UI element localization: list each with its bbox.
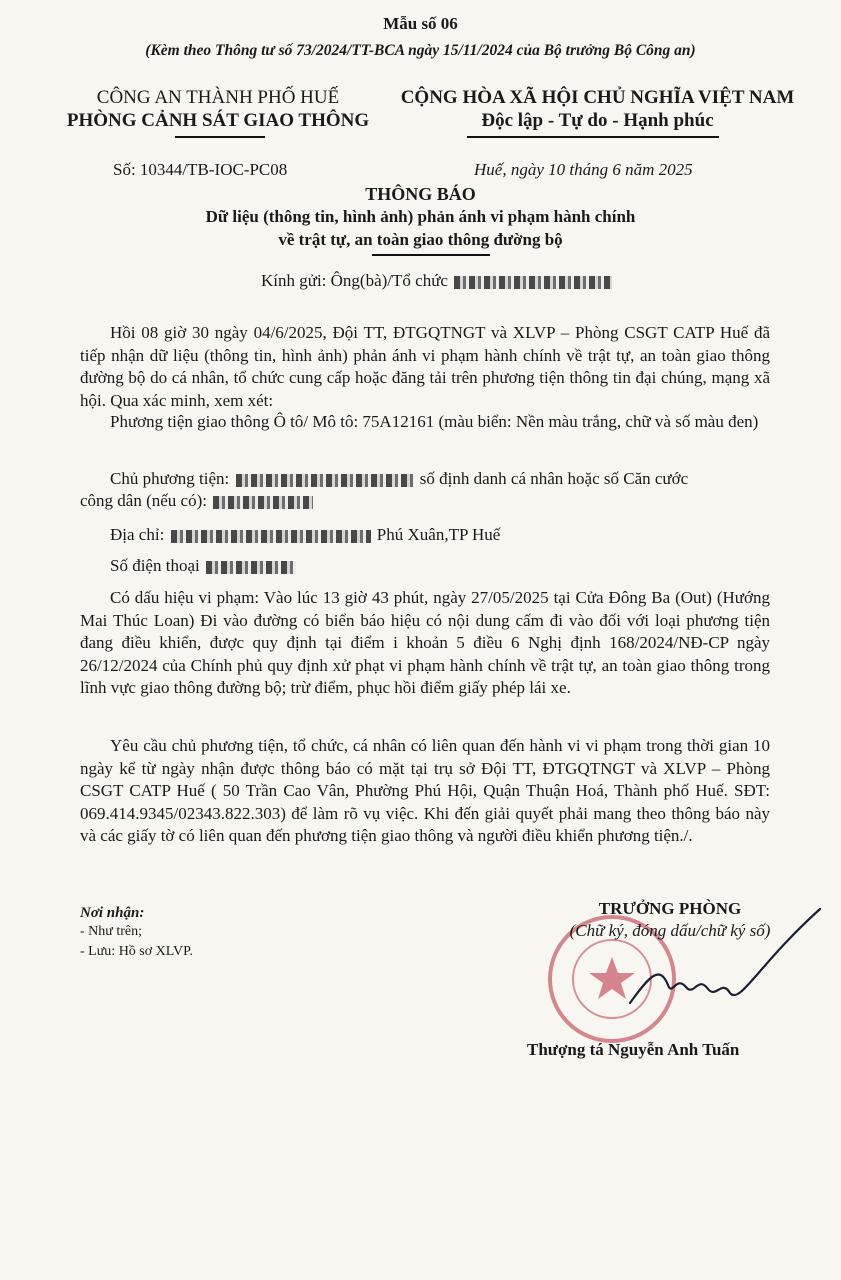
recipient-item-2: - Lưu: Hồ sơ XLVP. — [80, 944, 193, 959]
address-suffix: Phú Xuân,TP Huế — [376, 525, 501, 544]
owner-line — [110, 468, 688, 491]
document-subtitle-1: Dữ liệu (thông tin, hình ảnh) phản ánh vi phạm hành chính — [205, 207, 636, 226]
national-motto: Độc lập - Tự do - Hạnh phúc — [481, 110, 714, 131]
redacted-recipient-name — [454, 276, 612, 289]
handwritten-signature — [590, 905, 841, 1025]
form-number: Mẫu số 06 — [383, 14, 458, 33]
address-line — [110, 524, 500, 547]
redacted-address — [171, 530, 371, 543]
recipient-item-1: - Như trên; — [80, 924, 143, 939]
place-date: Huế, ngày 10 tháng 6 năm 2025 — [474, 160, 693, 179]
address-label: Địa chỉ: — [110, 525, 165, 544]
intro-paragraph: Hồi 08 giờ 30 ngày 04/6/2025, Đội TT, ĐTGQTNGT và XLVP – Phòng CSGT CATP Huế đã tiếp nhận dữ liệu (thông tin, hình ảnh) phản ánh vi phạm hành chính về trật tự, an toàn giao thông đường bộ do cá nhân, tổ chức cung cấp hoặc đăng tải trên phương tiện thông tin đại chúng, mạng xã hội. Qua xác minh, xem xét: — [80, 323, 770, 410]
recipients-title: Nơi nhận: — [80, 905, 145, 921]
form-reference: (Kèm theo Thông tư số 73/2024/TT-BCA ngày 15/11/2024 của Bộ trưởng Bộ Công an) — [145, 42, 696, 59]
violation-paragraph: Có dấu hiệu vi phạm: Vào lúc 13 giờ 43 phút, ngày 27/05/2025 tại Cửa Đông Ba (Out) (Hướng Mai Thúc Loan) Đi vào đường có biển báo hiệu có nội dung cấm đi vào đối với loại phương tiện đang điều khiển, được quy định tại điểm i khoản 5 điều 6 Nghị định 168/2024/NĐ-CP ngày 26/12/2024 của Chính phủ quy định xử phạt vi phạm hành chính về trật tự, an toàn giao thông trong lĩnh vực giao thông đường bộ; trừ điểm, phục hồi điểm giấy phép lái xe. — [80, 588, 770, 697]
redacted-phone — [206, 561, 296, 574]
agency-parent: CÔNG AN THÀNH PHỐ HUẾ — [96, 87, 340, 108]
request-paragraph: Yêu cầu chủ phương tiện, tổ chức, cá nhân có liên quan đến hành vi vi phạm trong thời gian 10 ngày kể từ ngày nhận được thông báo có mặt tại trụ sở Đội TT, ĐTGQTNGT và XLVP – Phòng CSGT CATP Huế ( 50 Trần Cao Vân, Phường Phú Hội, Quận Thuận Hoá, Thành phố Huế. SĐT: 069.414.9345/02343.822.303) để làm rõ vụ việc. Khi đến giải quyết phải mang theo thông báo này và các giấy tờ có liên quan đến phương tiện giao thông và người điều khiển phương tiện./. — [80, 736, 770, 845]
id-label: công dân (nếu có): — [80, 491, 207, 510]
owner-label: Chủ phương tiện: — [110, 469, 230, 488]
id-line — [80, 490, 315, 513]
signer-title: TRƯỞNG PHÒNG — [598, 899, 742, 918]
vehicle-paragraph: Phương tiện giao thông Ô tô/ Mô tô: 75A12161 (màu biển: Nền màu trắng, chữ và số màu đen) — [110, 412, 759, 431]
recipient-label: Kính gửi: Ông(bà)/Tổ chức — [261, 271, 448, 290]
title-underline — [372, 254, 490, 256]
redacted-id-number — [213, 496, 313, 509]
redacted-owner-name — [236, 474, 414, 487]
recipient-line — [261, 271, 614, 291]
document-subtitle-2: về trật tự, an toàn giao thông đường bộ — [278, 230, 563, 249]
signer-note: (Chữ ký, đóng dấu/chữ ký số) — [569, 921, 771, 940]
motto-underline — [467, 136, 719, 138]
phone-label: Số điện thoại — [110, 556, 200, 575]
owner-id-text: số định danh cá nhân hoặc số Căn cước — [419, 469, 689, 488]
document-number: Số: 10344/TB-IOC-PC08 — [113, 160, 288, 179]
nation-name: CỘNG HÒA XÃ HỘI CHỦ NGHĨA VIỆT NAM — [400, 87, 795, 108]
signer-name: Thượng tá Nguyễn Anh Tuấn — [527, 1040, 740, 1059]
document-title: THÔNG BÁO — [365, 184, 476, 204]
agency-underline — [175, 136, 265, 138]
phone-line — [110, 555, 298, 578]
agency-name: PHÒNG CẢNH SÁT GIAO THÔNG — [66, 110, 370, 131]
